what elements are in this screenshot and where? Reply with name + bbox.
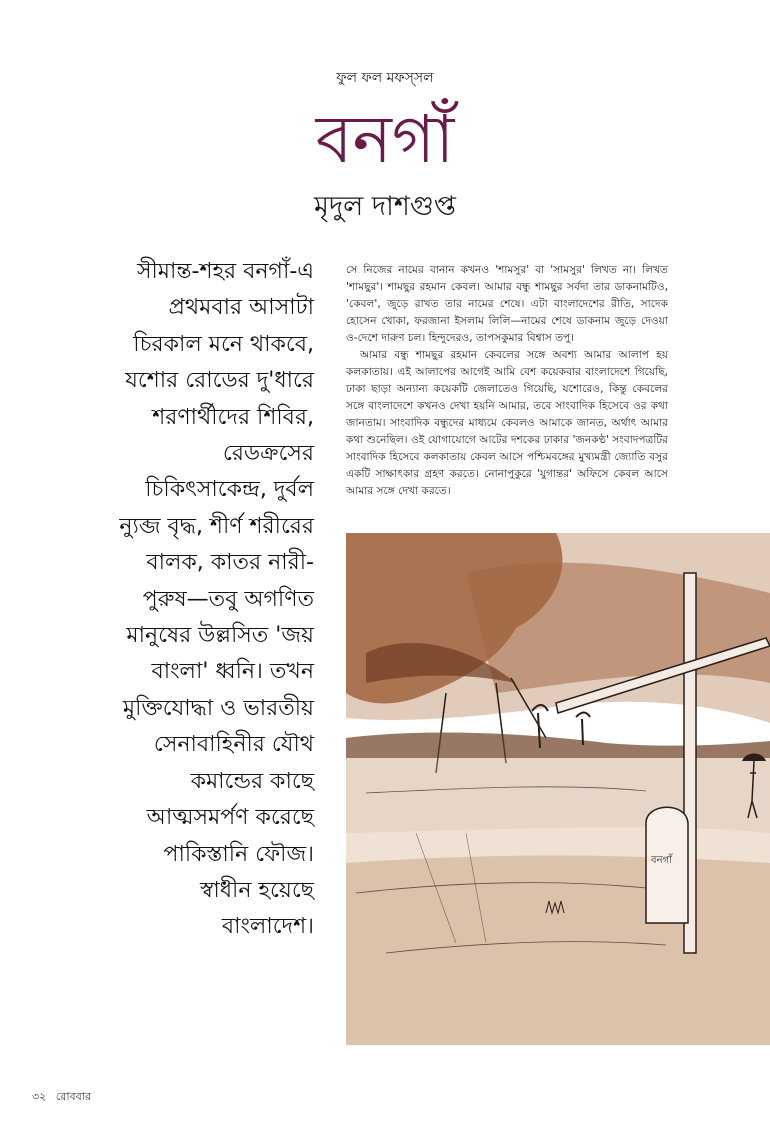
page-footer [32, 1088, 91, 1107]
pull-quote-line: কমান্ডের কাছে [190, 768, 314, 794]
page-number: ৩২ [32, 1090, 47, 1103]
pull-quote-line: রেডক্রসের [222, 441, 314, 467]
pull-quote-line: চিরকাল মনে থাকবে, [133, 331, 314, 357]
pull-quote-line: পাকিস্তানি ফৌজ। [163, 841, 314, 867]
body-paragraph: আমার বন্ধু শামছুর রহমান কেবলের সঙ্গে অবশ্য আমার আলাপ হয় কলকাতায়। এই আলাপের আগেই আমি বেশ কয়েকবার বাংলাদেশে গিয়েছি, ঢাকা ছাড়া অন্যান্য কয়েকটি জেলাতেও গিয়েছি, যশোরেও, কিন্তু কেবলের সঙ্গে বাংলাদেশে কখনও দেখা হয়নি আমার, তবে সাংবাদিক হিসেবে ওর কথা জানতাম। সাংবাদিক বন্ধুদের মাধ্যমে কেবলও আমাকে জানত, অর্থাৎ আমার কথা শুনেছিল। ওই যোগাযোগে আটের দশকের ঢাকার 'জনকণ্ঠ' সংবাদপত্রটির সাংবাদিক হিসেবে কলকাতায় কেবল আসে পশ্চিমবঙ্গের মুখ্যমন্ত্রী জ্যোতি বসুর একটি সাক্ষাৎকার গ্রহণ করতে। নোনাপুকুরে 'যুগান্তর' অফিসে কেবল আসে আমার সঙ্গে দেখা করতে। [346, 349, 668, 497]
pull-quote-line: আত্মসমর্পণ করেছে [146, 805, 314, 831]
pull-quote-line: যশোর রোডের দু'ধারে [125, 368, 314, 394]
pull-quote-line: বালক, কাতর নারী- [146, 550, 314, 576]
pull-quote-line: শরণার্থীদের শিবির, [152, 404, 314, 430]
pull-quote-line: পুরুষ—তবু অগণিত [142, 586, 314, 612]
pull-quote-line: প্রথমবার আসাটা [168, 295, 314, 321]
pull-quote-line: মানুষের উল্লসিত 'জয় [126, 623, 314, 649]
pull-quote-line: চিকিৎসাকেন্দ্র, দুর্বল [145, 477, 314, 503]
pull-quote-line: স্বাধীন হয়েছে [199, 877, 314, 903]
pull-quote-line: সীমান্ত-শহর বনগাঁ-এ [136, 259, 314, 284]
pull-quote-line: মুক্তিযোদ্ধা ও ভারতীয় [122, 695, 314, 721]
border-sketch-illustration [346, 533, 770, 1045]
pull-quote-line: বাংলা' ধ্বনি। তখন [151, 659, 314, 685]
article-body [346, 262, 668, 500]
milestone-label: বনগাঁ [651, 855, 672, 866]
pull-quote [78, 254, 314, 946]
pull-quote-line: সেনাবাহিনীর যৌথ [153, 732, 314, 758]
section-kicker: ফুল ফল মফস্‌সল [336, 70, 434, 86]
magazine-name: রোববার [55, 1090, 92, 1103]
pull-quote-line: ন্যুব্জ বৃদ্ধ, শীর্ণ শরীরের [119, 513, 314, 539]
pull-quote-line: বাংলাদেশ। [221, 914, 314, 940]
article-title: বনগাঁ [315, 101, 455, 178]
author-name: মৃদুল দাশগুপ্ত [313, 191, 456, 222]
body-paragraph: সে নিজের নামের বানান কখনও 'শামসুর' বা 'সামসুর' লিখত না। লিখত 'শামছুর'। শামছুর রহমান কেবল। আমার বন্ধু শামছুর সর্বদা তার ডাকনামটিও, 'কেবল', জুড়ে রাখত তার নামের শেষে। এটা বাংলাদেশের রীতি, সাদেক হোসেন খোকা, ফরজানা ইসলাম লিলি—নামের শেষে ডাকনাম জুড়ে দেওয়া ও-দেশে দারুণ চল। হিন্দুদেরও, তাপসকুমার বিশ্বাস তপু। [346, 264, 668, 344]
